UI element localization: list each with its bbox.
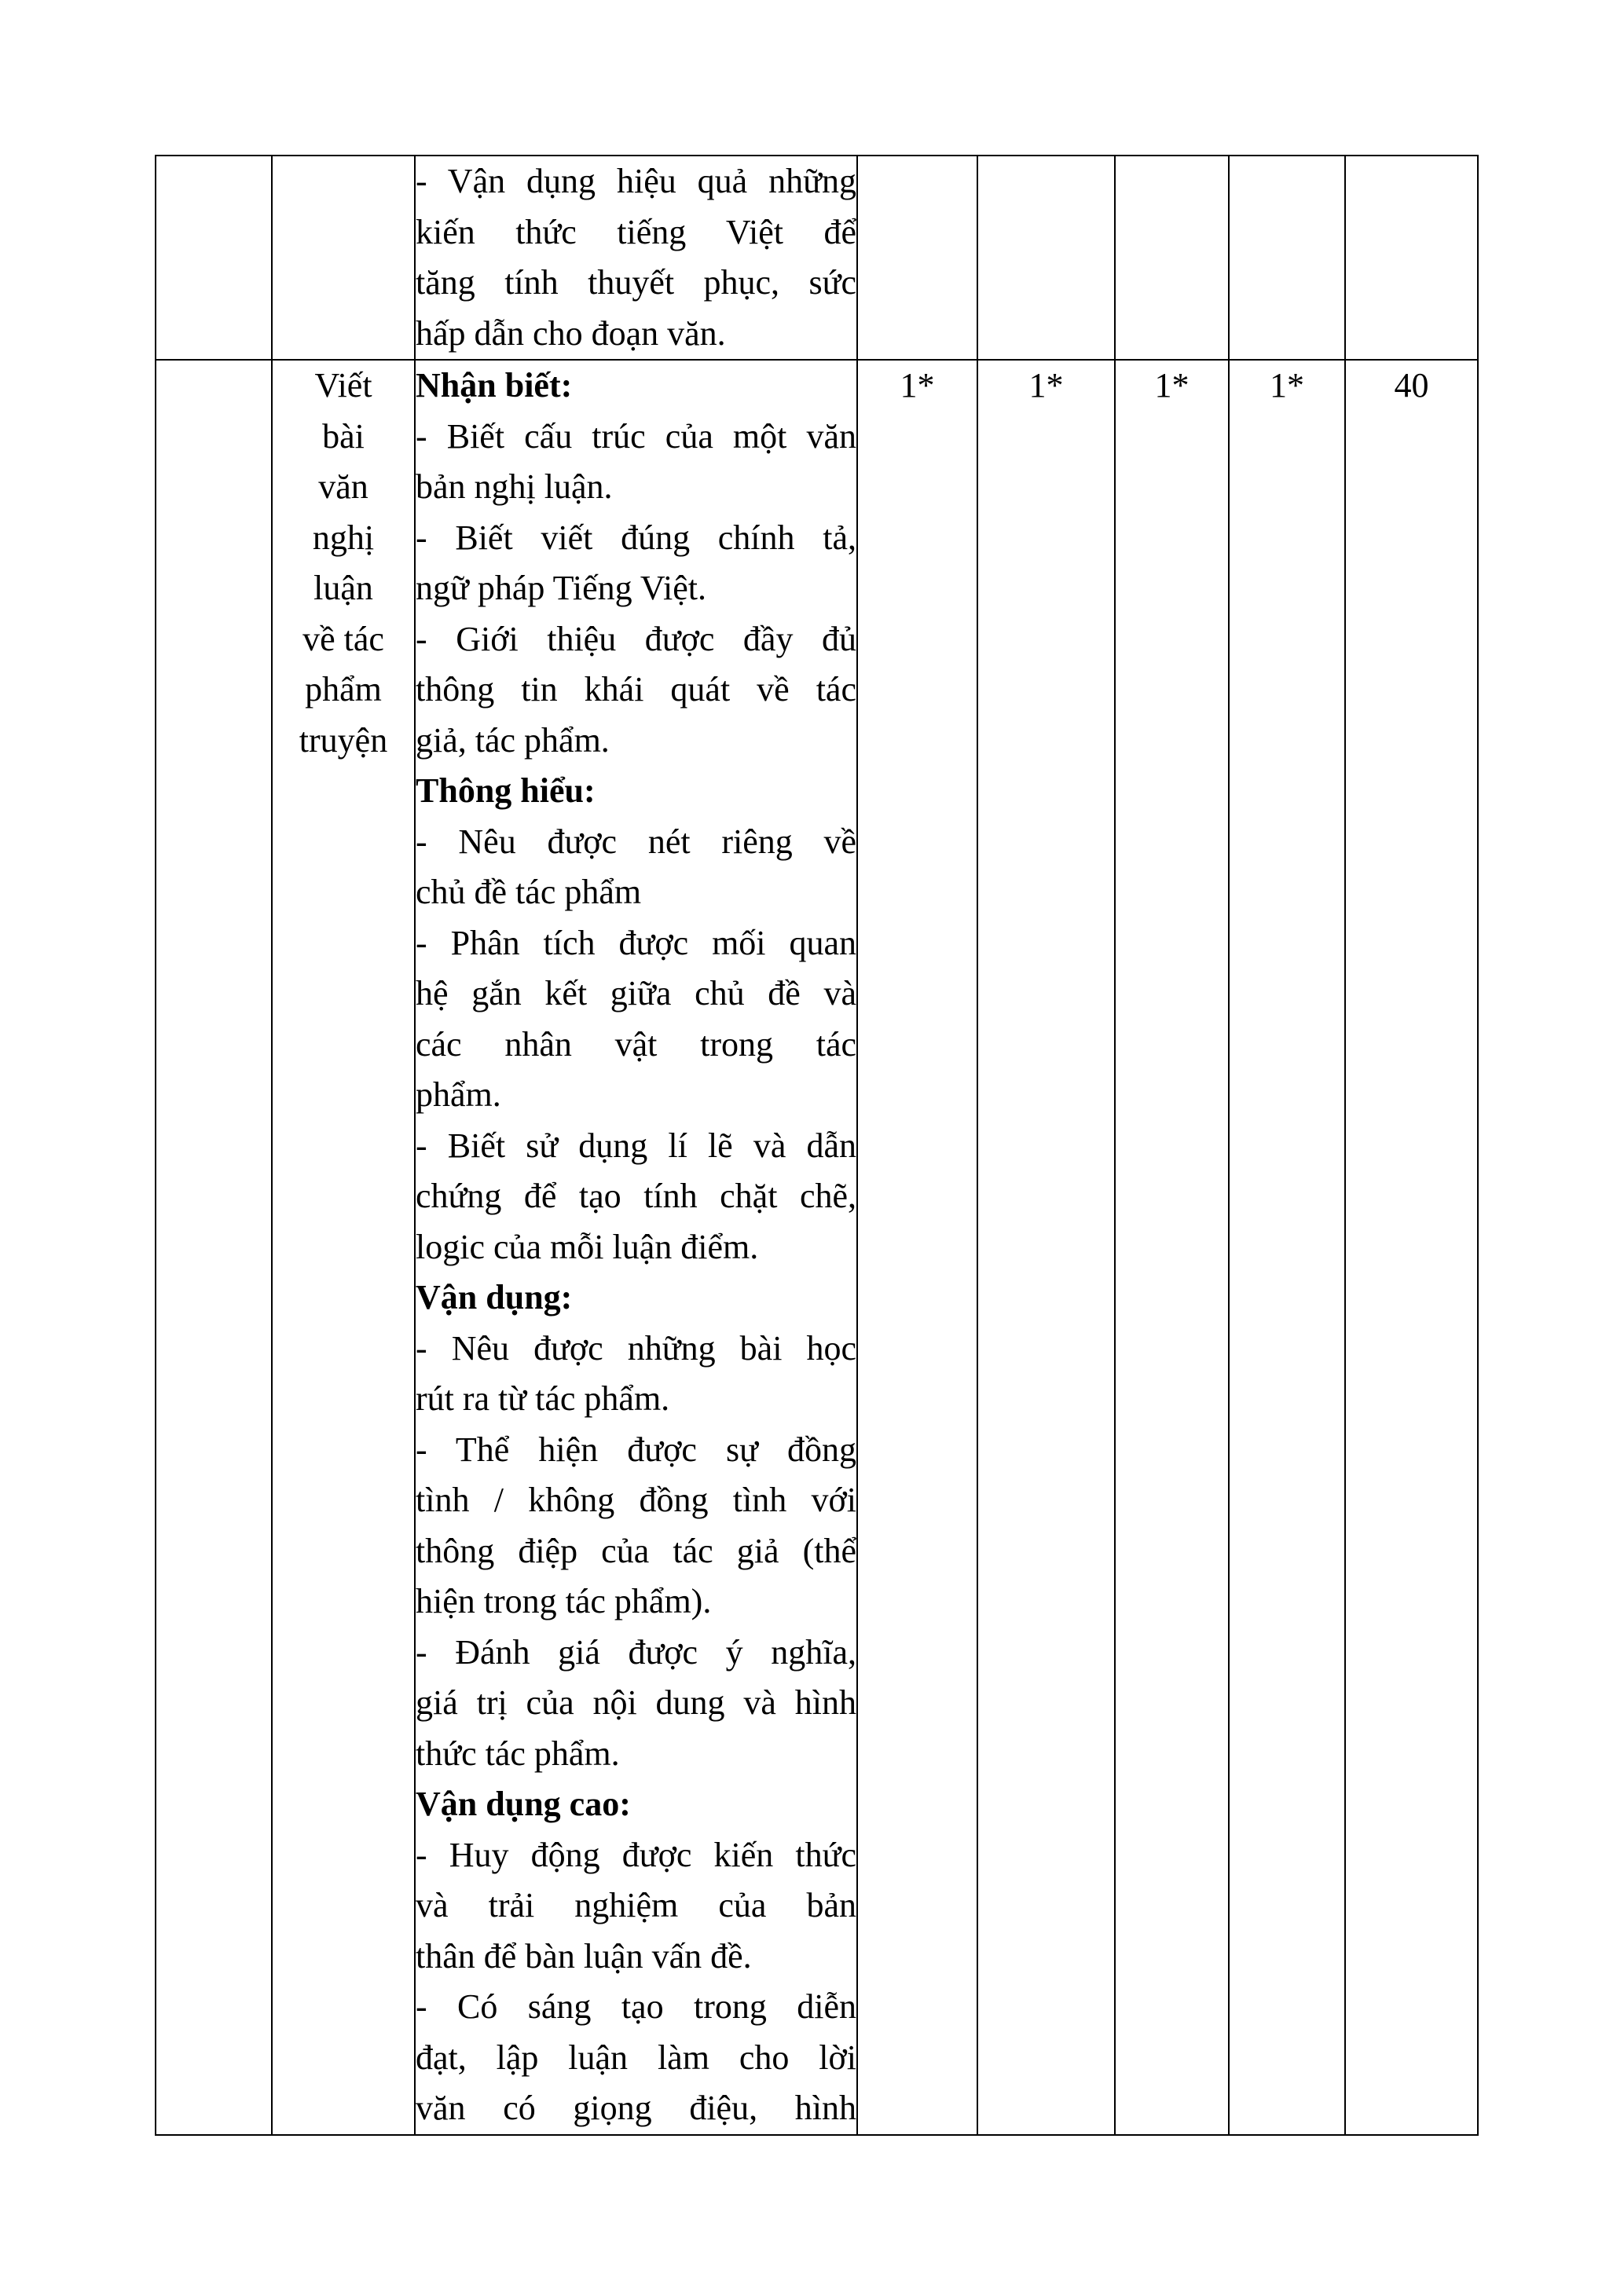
comprehension-heading: Thông hiểu: [416, 771, 596, 810]
high-application-count-cell: 1* [1229, 360, 1345, 2135]
text-line: kiến thức tiếng Việt để [416, 212, 856, 251]
text-line: chủ đề tác phẩm [416, 873, 642, 911]
text-line: - Biết viết đúng chính tả, [416, 518, 856, 557]
text-line: chứng để tạo tính chặt chẽ, [416, 1177, 856, 1215]
index-cell [156, 360, 272, 2135]
text-line: - Phân tích được mối quan [416, 923, 856, 962]
text-line: - Đánh giá được ý nghĩa, [416, 1632, 856, 1672]
high-application-heading: Vận dụng cao: [416, 1785, 631, 1823]
topic-line: nghị [312, 518, 375, 557]
text-line: và trải nghiệm của bản [416, 1886, 856, 1924]
recognition-count-cell: 1* [857, 360, 977, 2135]
text-line: - Nêu được nét riêng về [416, 822, 856, 861]
score-cell [1345, 156, 1478, 360]
text-line: thức tác phẩm. [416, 1734, 620, 1773]
essay-row [156, 360, 1478, 2135]
text-line: thân để bàn luận vấn đề. [416, 1936, 752, 1976]
text-line: - Có sáng tạo trong diễn [416, 1987, 856, 2026]
text-line: hệ gắn kết giữa chủ đề và [416, 974, 856, 1013]
topic-cell [272, 156, 415, 360]
recognition-count-cell [857, 156, 977, 360]
text-line: - Huy động được kiến thức [416, 1835, 856, 1874]
topic-line: phẩm [305, 670, 382, 709]
text-line: - Thể hiện được sự đồng [416, 1430, 856, 1469]
assessment-matrix-table [155, 155, 1479, 2136]
continuation-row [156, 156, 1478, 360]
text-line: thông điệp của tác giả (thể [416, 1531, 856, 1570]
text-line: tình / không đồng tình với [416, 1481, 856, 1519]
application-heading: Vận dụng: [416, 1278, 573, 1316]
text-line: giả, tác phẩm. [416, 720, 610, 760]
description-cell [415, 360, 857, 2135]
text-line: logic của mỗi luận điểm. [416, 1227, 759, 1266]
topic-line: truyện [299, 720, 388, 760]
text-line: - Vận dụng hiệu quả những [416, 162, 856, 200]
high-application-count-cell [1229, 156, 1345, 360]
text-line: tăng tính thuyết phục, sức [416, 263, 856, 302]
text-line: bản nghị luận. [416, 467, 613, 506]
text-line: văn có giọng điệu, hình [416, 2089, 856, 2127]
text-line: - Biết cấu trúc của một văn [416, 416, 856, 456]
application-count-cell: 1* [1115, 360, 1229, 2135]
text-line: rút ra từ tác phẩm. [416, 1379, 670, 1418]
index-cell [156, 156, 272, 360]
comprehension-count-cell: 1* [977, 360, 1115, 2135]
text-line: thông tin khái quát về tác [416, 670, 856, 709]
topic-line: luận [313, 569, 373, 607]
topic-line: văn [318, 467, 368, 506]
text-line: các nhân vật trong tác [416, 1024, 856, 1064]
description-cell [415, 156, 857, 360]
topic-line: bài [322, 416, 365, 456]
text-line: hấp dẫn cho đoạn văn. [416, 313, 726, 353]
recognition-heading: Nhận biết: [416, 366, 573, 405]
text-line: - Nêu được những bài học [416, 1328, 856, 1368]
topic-line: Viết [314, 366, 372, 405]
comprehension-count-cell [977, 156, 1115, 360]
application-count-cell [1115, 156, 1229, 360]
topic-line: về tác [302, 619, 384, 658]
text-line: hiện trong tác phẩm). [416, 1582, 712, 1620]
topic-cell [272, 360, 415, 2135]
text-line: giá trị của nội dung và hình [416, 1683, 856, 1722]
text-line: đạt, lập luận làm cho lời [416, 2038, 856, 2077]
text-line: phẩm. [416, 1075, 501, 1114]
score-cell: 40 [1345, 360, 1478, 2135]
text-line: - Biết sử dụng lí lẽ và dẫn [416, 1126, 856, 1165]
text-line: ngữ pháp Tiếng Việt. [416, 569, 706, 607]
text-line: - Giới thiệu được đầy đủ [416, 619, 856, 658]
